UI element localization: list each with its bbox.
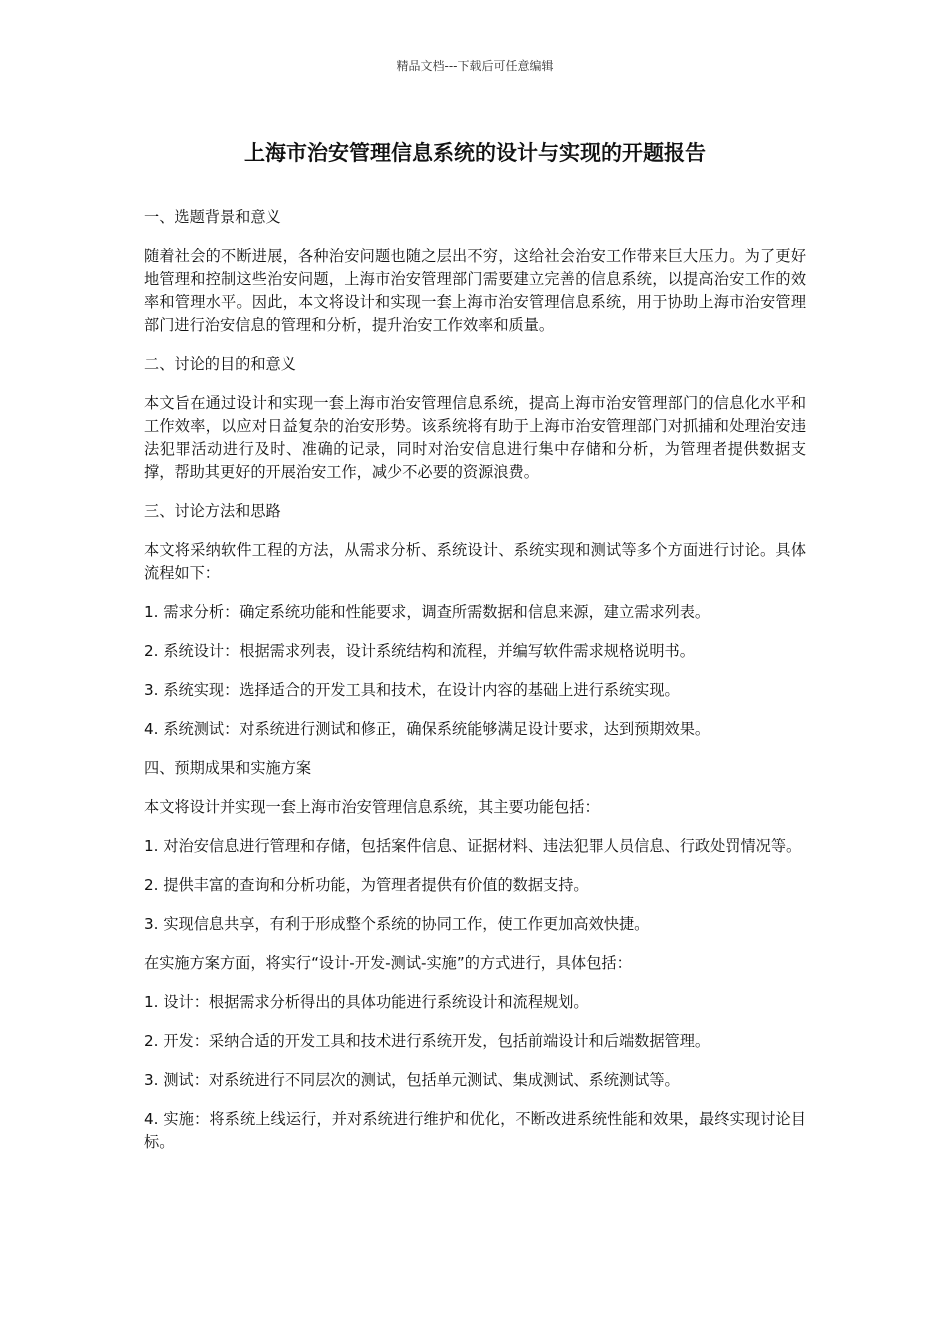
list-item: 4. 系统测试：对系统进行测试和修正，确保系统能够满足设计要求，达到预期效果。	[144, 720, 711, 738]
paragraph: 在实施方案方面，将实行“设计-开发-测试-实施”的方式进行，具体包括：	[144, 954, 632, 972]
list-item: 1. 设计：根据需求分析得出的具体功能进行系统设计和流程规划。	[144, 993, 589, 1011]
paragraph: 本文旨在通过设计和实现一套上海市治安管理信息系统，提高上海市治安管理部门的信息化水平和工作效率，以应对日益复杂的治安形势。该系统将有助于上海市治安管理部门对抓捕和处理治安违法犯罪活动进行及时、准确的记录，同时对治安信息进行集中存储和分析，为管理者提供数据支撑，帮助其更好的开展治安工作，减少不必要的资源浪费。	[144, 394, 806, 481]
paragraph: 随着社会的不断进展，各种治安问题也随之层出不穷，这给社会治安工作带来巨大压力。为了更好地管理和控制这些治安问题，上海市治安管理部门需要建立完善的信息系统，以提高治安工作的效率和管理水平。因此，本文将设计和实现一套上海市治安管理信息系统，用于协助上海市治安管理部门进行治安信息的管理和分析，提升治安工作效率和质量。	[144, 247, 806, 334]
section-heading: 一、选题背景和意义	[144, 208, 281, 226]
list-item: 1. 对治安信息进行管理和存储，包括案件信息、证据材料、违法犯罪人员信息、行政处罚情况等。	[144, 837, 802, 855]
section-heading: 四、预期成果和实施方案	[144, 759, 312, 777]
header-note: 精品文档---下载后可任意编辑	[396, 59, 554, 73]
paragraph: 本文将设计并实现一套上海市治安管理信息系统，其主要功能包括：	[144, 798, 600, 816]
document-body	[144, 206, 806, 1170]
list-item: 1. 需求分析：确定系统功能和性能要求，调查所需数据和信息来源，建立需求列表。	[144, 603, 711, 621]
list-item: 3. 测试：对系统进行不同层次的测试，包括单元测试、集成测试、系统测试等。	[144, 1071, 680, 1089]
page-title: 上海市治安管理信息系统的设计与实现的开题报告	[244, 141, 706, 165]
paragraph: 本文将采纳软件工程的方法，从需求分析、系统设计、系统实现和测试等多个方面进行讨论。具体流程如下：	[144, 541, 806, 582]
list-item: 2. 开发：采纳合适的开发工具和技术进行系统开发，包括前端设计和后端数据管理。	[144, 1032, 711, 1050]
list-item: 3. 系统实现：选择适合的开发工具和技术，在设计内容的基础上进行系统实现。	[144, 681, 680, 699]
section-heading: 三、讨论方法和思路	[144, 502, 281, 520]
list-item: 4. 实施：将系统上线运行，并对系统进行维护和优化，不断改进系统性能和效果，最终实现讨论目标。	[144, 1110, 806, 1151]
list-item: 2. 提供丰富的查询和分析功能，为管理者提供有价值的数据支持。	[144, 876, 589, 894]
list-item: 3. 实现信息共享，有利于形成整个系统的协同工作，使工作更加高效快捷。	[144, 915, 650, 933]
list-item: 2. 系统设计：根据需求列表，设计系统结构和流程，并编写软件需求规格说明书。	[144, 642, 695, 660]
section-heading: 二、讨论的目的和意义	[144, 355, 296, 373]
